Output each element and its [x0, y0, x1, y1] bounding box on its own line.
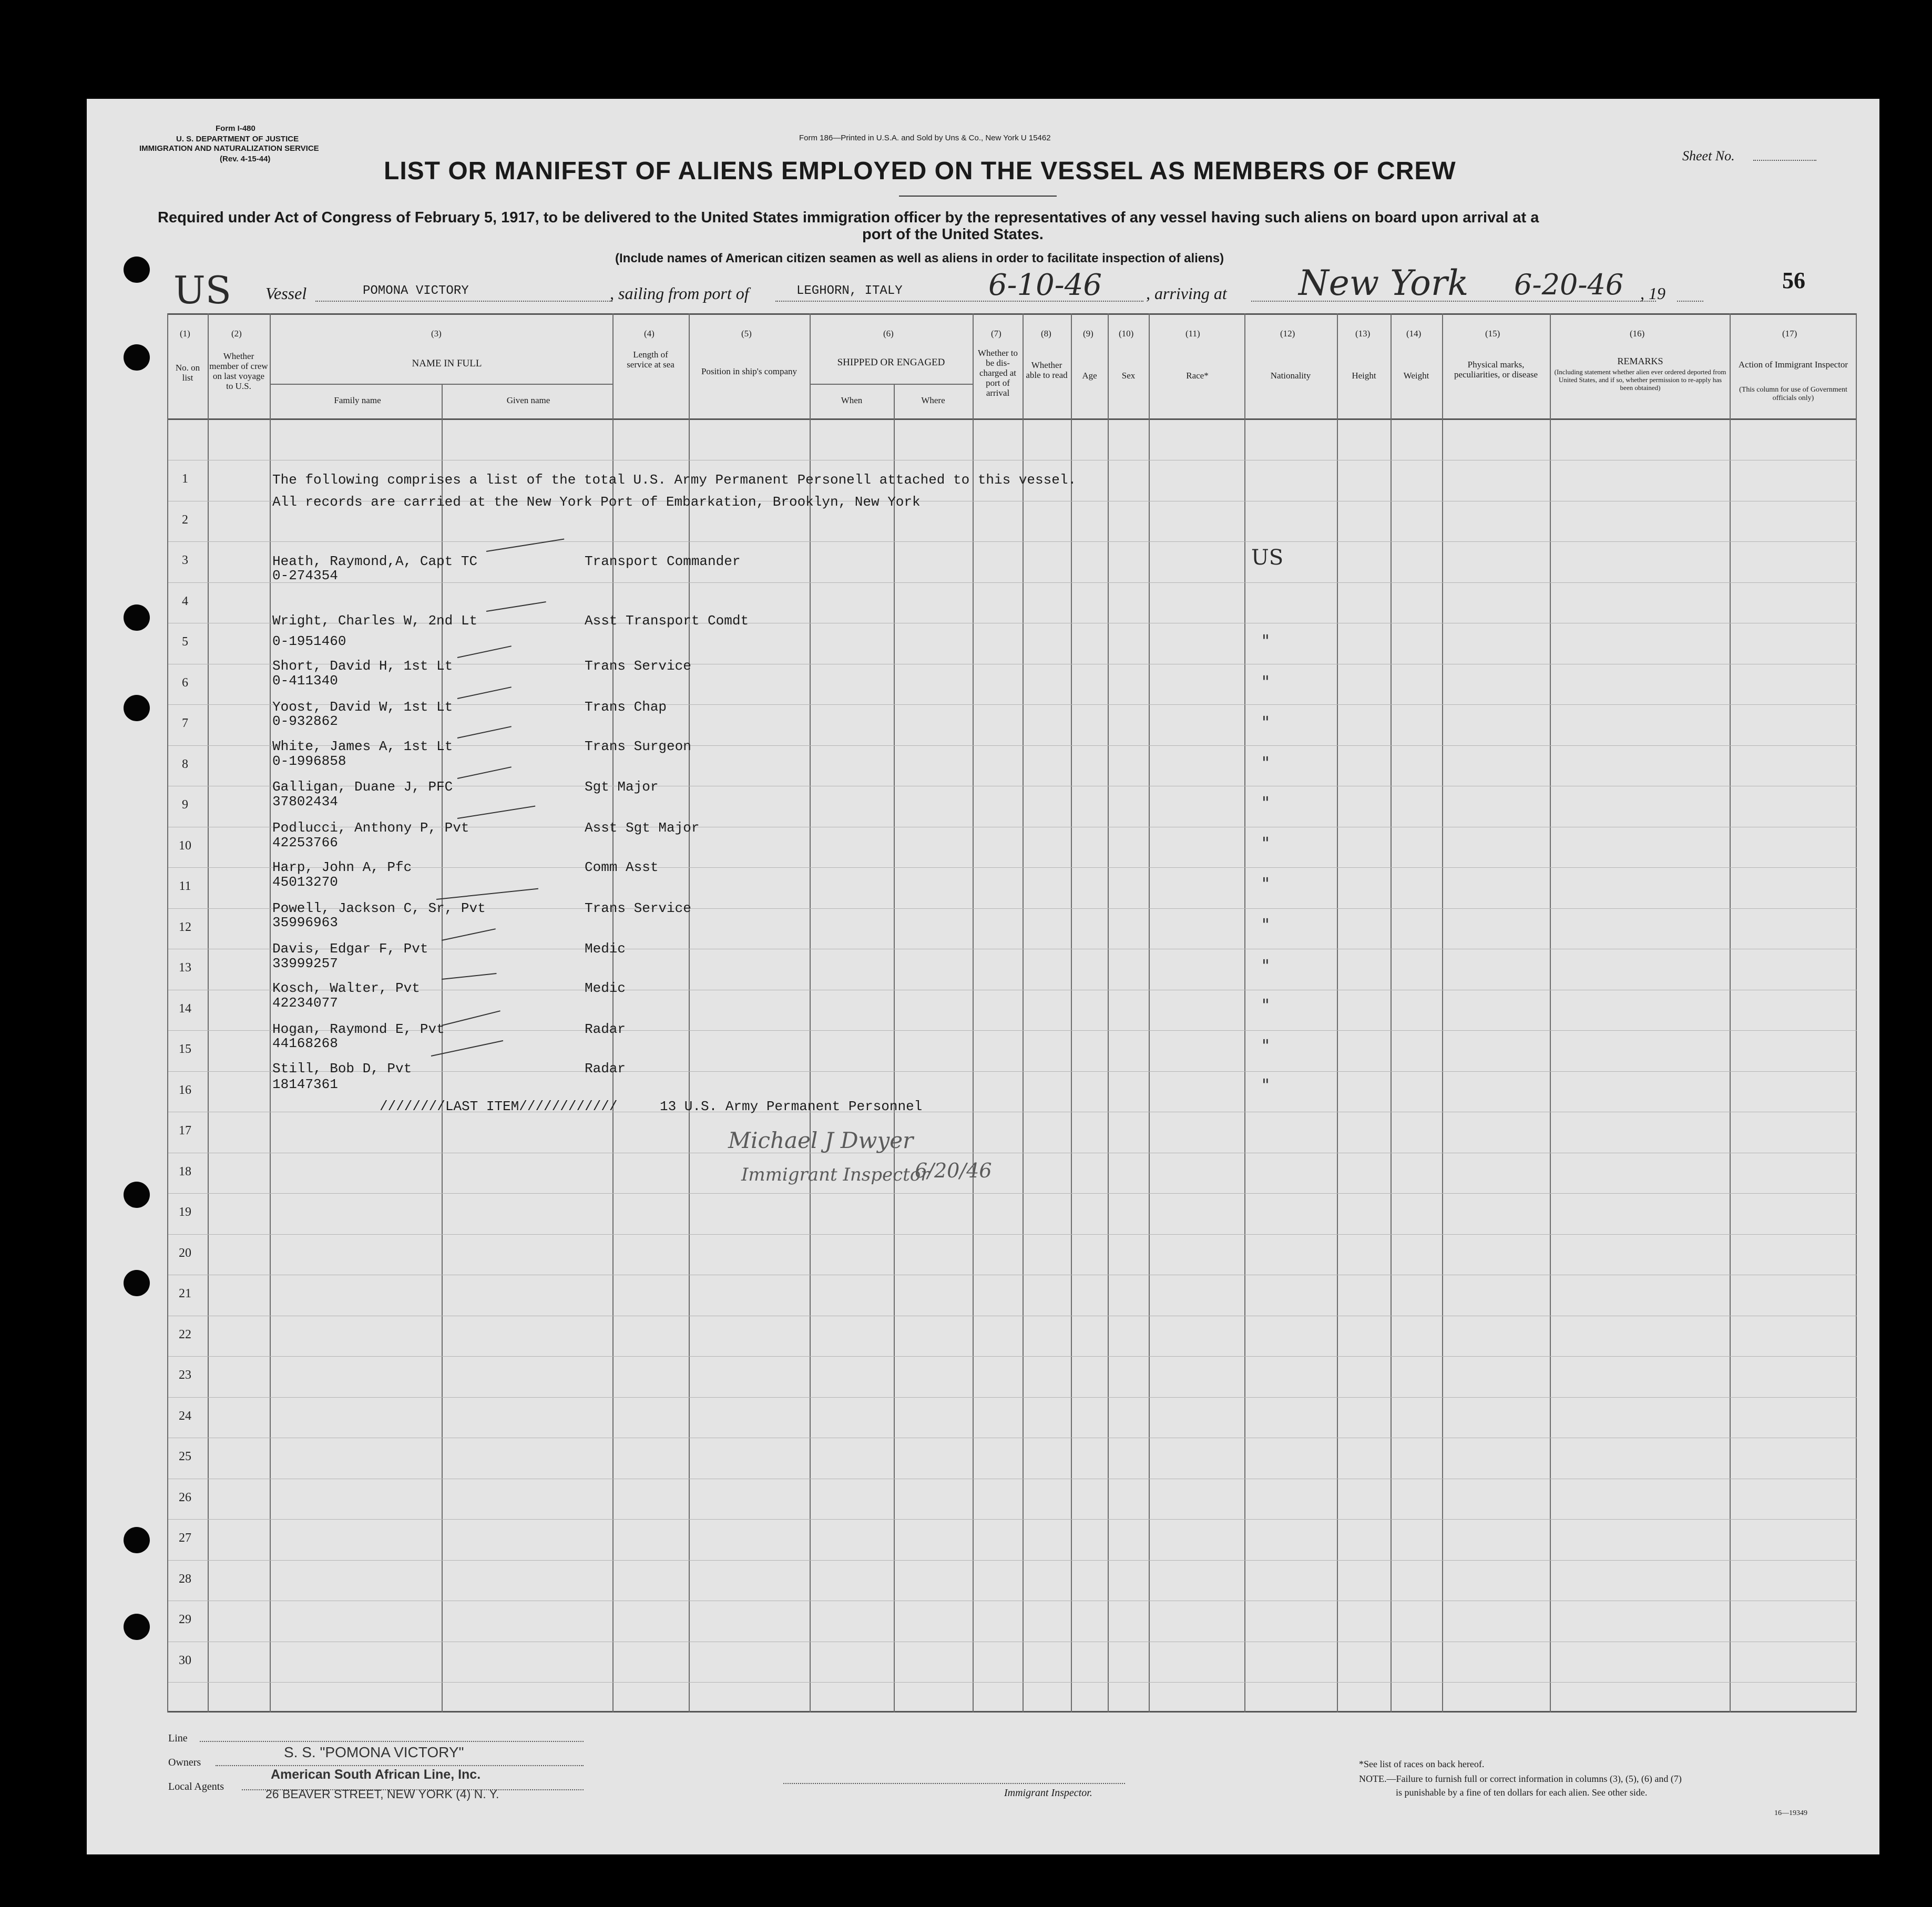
- revision-date: (Rev. 4-15-44): [220, 155, 271, 163]
- entry-serial: 0-1996858: [272, 753, 346, 769]
- column-divider: [1550, 313, 1551, 1713]
- binder-hole: [124, 695, 150, 721]
- entry-name: White, James A, 1st Lt: [272, 739, 453, 754]
- header-inspector-action: Action of Immigrant Inspector: [1738, 360, 1848, 370]
- header-height: Height: [1352, 371, 1376, 381]
- entry-serial: 33999257: [272, 956, 338, 971]
- entry-serial: 0-411340: [272, 673, 338, 689]
- col-num-12: (12): [1280, 329, 1295, 339]
- row-number: 15: [179, 1042, 191, 1056]
- column-divider: [973, 313, 974, 1713]
- binder-hole: [124, 1270, 150, 1296]
- local-agents-label: Local Agents: [168, 1781, 224, 1792]
- vessel-name: POMONA VICTORY: [363, 284, 469, 298]
- arrival-date: 6-20-46: [1514, 268, 1624, 301]
- row-rule: [168, 867, 1857, 868]
- row-number: 5: [182, 635, 188, 649]
- entry-serial: 37802434: [272, 794, 338, 809]
- inspector-title-handwritten: Immigrant Inspector: [741, 1164, 929, 1185]
- penalty-note: NOTE.—Failure to furnish full or correct information in columns (3), (5), (6) and (7): [1359, 1773, 1682, 1784]
- races-note: *See list of races on back hereof.: [1359, 1759, 1485, 1769]
- entry-position: Trans Service: [585, 900, 691, 916]
- entry-position: Radar: [585, 1021, 626, 1037]
- header-family-name: Family name: [334, 395, 381, 405]
- entry-position: Sgt Major: [585, 779, 659, 795]
- entry-serial: 0-274354: [272, 568, 338, 583]
- header-shipped-engaged: SHIPPED OR ENGAGED: [837, 357, 945, 368]
- header-nationality: Nationality: [1270, 371, 1311, 381]
- print-code: 16—19349: [1774, 1809, 1807, 1817]
- header-sex: Sex: [1121, 371, 1136, 381]
- col-num-6: (6): [883, 329, 894, 339]
- column-divider: [1442, 313, 1443, 1713]
- row-number: 2: [182, 513, 188, 527]
- column-divider: [1071, 313, 1072, 1713]
- row-rule: [168, 582, 1857, 583]
- line-field: [200, 1741, 584, 1742]
- col-num-16: (16): [1630, 329, 1645, 339]
- entry-name: Kosch, Walter, Pvt: [272, 980, 420, 996]
- row-number: 28: [179, 1572, 191, 1586]
- row-rule: [168, 1071, 1857, 1072]
- table-top-border: [168, 313, 1857, 315]
- col-num-2: (2): [231, 329, 242, 339]
- row-rule: [168, 1397, 1857, 1398]
- header-given-name: Given name: [506, 395, 550, 405]
- col-num-17: (17): [1782, 329, 1797, 339]
- header-when: When: [841, 395, 863, 405]
- entry-name: Short, David H, 1st Lt: [272, 658, 453, 674]
- sailing-date: 6-10-46: [988, 268, 1102, 302]
- column-divider: [1149, 313, 1150, 1713]
- shipped-subheader-rule: [810, 384, 973, 385]
- column-divider: [270, 313, 271, 1713]
- inspector-signature: Michael J Dwyer: [728, 1127, 914, 1153]
- vessel-name-field: [315, 301, 612, 302]
- col-num-5: (5): [741, 329, 752, 339]
- entry-nationality: ": [1262, 833, 1270, 853]
- inspector-signature-field: [783, 1783, 1125, 1784]
- arriving-label: , arriving at: [1146, 284, 1227, 303]
- row-number: 18: [179, 1165, 191, 1178]
- departure-port: LEGHORN, ITALY: [796, 284, 903, 298]
- row-number: 29: [179, 1613, 191, 1626]
- column-divider: [1856, 313, 1857, 1713]
- agent-address-stamp: 26 BEAVER STREET, NEW YORK (4) N. Y.: [265, 1787, 499, 1801]
- row-rule: [168, 1682, 1857, 1683]
- form-number: Form I-480: [216, 124, 255, 133]
- row-number: 4: [182, 594, 188, 608]
- entry-name: Wright, Charles W, 2nd Lt: [272, 613, 478, 629]
- row-number: 27: [179, 1531, 191, 1545]
- column-divider: [1108, 313, 1109, 1713]
- col-num-9: (9): [1083, 329, 1093, 339]
- entry-position: Trans Service: [585, 658, 691, 674]
- entry-name: Heath, Raymond,A, Capt TC: [272, 553, 478, 569]
- row-number: 16: [179, 1083, 191, 1097]
- header-discharged: Whether to be dis-charged at port of arrival: [978, 348, 1018, 398]
- row-number: 26: [179, 1491, 191, 1504]
- row-number: 25: [179, 1450, 191, 1463]
- col-num-7: (7): [991, 329, 1001, 339]
- entry-position: Transport Commander: [585, 553, 741, 569]
- column-divider: [894, 384, 895, 1713]
- printer-line: Form 186—Printed in U.S.A. and Sold by Uns & Co., New York U 15462: [799, 134, 1051, 142]
- entry-serial: 18147361: [272, 1076, 338, 1092]
- header-where: Where: [921, 395, 945, 405]
- page-number: 56: [1782, 268, 1805, 293]
- title-rule: [899, 196, 1057, 197]
- entry-position: Medic: [585, 980, 626, 996]
- intro-line-1: The following comprises a list of the total U.S. Army Permanent Personell attached to this vessel.: [272, 472, 1077, 488]
- row-rule: [168, 1356, 1857, 1357]
- col-num-10: (10): [1119, 329, 1134, 339]
- row-number: 23: [179, 1368, 191, 1382]
- entry-nationality: ": [1262, 672, 1270, 692]
- row-number: 30: [179, 1654, 191, 1667]
- owner-stamp: S. S. "POMONA VICTORY": [284, 1744, 464, 1760]
- row-rule: [168, 1234, 1857, 1235]
- row-number: 11: [179, 879, 191, 893]
- header-age: Age: [1082, 371, 1097, 381]
- row-number: 14: [179, 1002, 191, 1016]
- entry-serial: 35996963: [272, 915, 338, 930]
- row-rule: [168, 1193, 1857, 1194]
- entry-nationality: ": [1262, 712, 1270, 732]
- entry-name: Galligan, Duane J, PFC: [272, 779, 453, 795]
- signature-date: 6/20/46: [915, 1159, 992, 1182]
- entry-name: Davis, Edgar F, Pvt: [272, 941, 428, 957]
- column-divider: [208, 313, 209, 1713]
- entry-serial: 42253766: [272, 835, 338, 850]
- row-number: 12: [179, 920, 191, 934]
- binder-hole: [124, 1614, 150, 1640]
- entry-name: Powell, Jackson C, Sr, Pvt: [272, 900, 486, 916]
- column-divider: [1391, 313, 1392, 1713]
- column-divider: [442, 384, 443, 1713]
- col-num-1: (1): [180, 329, 190, 339]
- entry-serial: 0-1951460: [272, 633, 346, 649]
- entry-nationality: ": [1262, 753, 1270, 773]
- service-name: IMMIGRATION AND NATURALIZATION SERVICE: [139, 144, 319, 153]
- header-position: Position in ship's company: [701, 366, 798, 376]
- column-divider: [689, 313, 690, 1713]
- col-num-15: (15): [1485, 329, 1500, 339]
- header-inspector-note: (This column for use of Government officials only): [1739, 386, 1847, 402]
- entry-name: Harp, John A, Pfc: [272, 859, 412, 875]
- column-divider: [810, 313, 811, 1713]
- row-number: 13: [179, 961, 191, 975]
- binder-hole: [124, 604, 150, 631]
- entry-nationality: ": [1262, 915, 1270, 935]
- last-item-marker: ////////LAST ITEM////////////: [380, 1099, 618, 1114]
- binder-hole: [124, 1182, 150, 1208]
- row-number: 22: [179, 1328, 191, 1341]
- row-number: 1: [182, 472, 188, 486]
- vessel-label: Vessel: [265, 284, 307, 303]
- department-name: U. S. DEPARTMENT OF JUSTICE: [176, 135, 299, 143]
- row-rule: [168, 1519, 1857, 1520]
- entry-name: Hogan, Raymond E, Pvt: [272, 1021, 445, 1037]
- header-length-of-service: Length of service at sea: [627, 350, 674, 370]
- year-label: , 19: [1640, 284, 1665, 303]
- header-able-to-read: Whether able to read: [1026, 360, 1068, 380]
- subtitle-line-2: port of the United States.: [862, 226, 1044, 243]
- entry-name: Still, Bob D, Pvt: [272, 1061, 412, 1076]
- binder-hole: [124, 344, 150, 371]
- column-divider: [612, 313, 614, 1713]
- row-number: 6: [182, 676, 188, 690]
- row-number: 19: [179, 1205, 191, 1219]
- line-label: Line: [168, 1732, 188, 1744]
- column-divider: [1730, 313, 1731, 1713]
- row-number: 3: [182, 553, 188, 567]
- header-name-in-full: NAME IN FULL: [412, 358, 482, 369]
- column-divider: [1023, 313, 1024, 1713]
- owners-field: [216, 1765, 584, 1766]
- table-bottom-border: [168, 1711, 1857, 1713]
- row-number: 8: [182, 757, 188, 771]
- inspector-label: Immigrant Inspector.: [1004, 1787, 1092, 1799]
- row-number: 10: [179, 839, 191, 853]
- header-remarks-note: (Including statement whether alien ever ordered deported from United States, and if so, whether permission to re-apply has been obtained): [1554, 368, 1726, 392]
- col-num-13: (13): [1355, 329, 1371, 339]
- entry-position: Trans Surgeon: [585, 739, 691, 754]
- entry-serial: 44168268: [272, 1035, 338, 1051]
- col-num-4: (4): [644, 329, 655, 339]
- entry-nationality: ": [1262, 631, 1270, 651]
- entry-name: Yoost, David W, 1st Lt: [272, 699, 453, 715]
- entry-nationality: ": [1262, 956, 1270, 976]
- penalty-note-cont: is punishable by a fine of ten dollars for each alien. See other side.: [1396, 1787, 1648, 1798]
- sheet-number-field: [1753, 160, 1816, 161]
- page-title: LIST OR MANIFEST OF ALIENS EMPLOYED ON THE VESSEL AS MEMBERS OF CREW: [384, 157, 1456, 185]
- entry-nationality: ": [1262, 995, 1270, 1015]
- entry-nationality: US: [1251, 546, 1284, 570]
- entry-nationality: ": [1262, 1075, 1270, 1095]
- entry-serial: 45013270: [272, 874, 338, 890]
- column-divider: [1244, 313, 1245, 1713]
- entry-nationality: ": [1262, 793, 1270, 813]
- col-num-3: (3): [431, 329, 442, 339]
- header-weight: Weight: [1403, 371, 1429, 381]
- arrival-port: New York: [1299, 263, 1469, 303]
- entry-position: Comm Asst: [585, 859, 659, 875]
- row-number: 24: [179, 1409, 191, 1423]
- col-num-14: (14): [1406, 329, 1422, 339]
- entry-nationality: ": [1262, 874, 1270, 894]
- row-number: 9: [182, 798, 188, 812]
- col-num-8: (8): [1041, 329, 1051, 339]
- row-rule: [168, 541, 1857, 542]
- entry-position: Asst Sgt Major: [585, 820, 700, 836]
- entry-nationality: ": [1262, 1035, 1270, 1055]
- entry-position: Asst Transport Comdt: [585, 613, 749, 629]
- entry-position: Trans Chap: [585, 699, 667, 715]
- header-physical-marks: Physical marks, peculiarities, or disease: [1454, 360, 1538, 380]
- row-number: 20: [179, 1246, 191, 1260]
- owners-label: Owners: [168, 1757, 201, 1768]
- entry-serial: 42234077: [272, 995, 338, 1011]
- column-divider: [1337, 313, 1338, 1713]
- binder-hole: [124, 257, 150, 283]
- row-number: 21: [179, 1287, 191, 1300]
- binder-hole: [124, 1527, 150, 1553]
- us-handwritten-mark: US: [173, 268, 232, 312]
- entry-position: Radar: [585, 1061, 626, 1076]
- subtitle-note: (Include names of American citizen seamen as well as aliens in order to facilitate inspection of aliens): [615, 251, 1224, 265]
- subtitle-line-1: Required under Act of Congress of February 5, 1917, to be delivered to the United States immigration officer by the representatives of any vessel having such aliens on board upon arrival at a: [158, 209, 1539, 226]
- intro-line-2: All records are carried at the New York Port of Embarkation, Brooklyn, New York: [272, 494, 921, 510]
- sheet-label: Sheet No.: [1682, 148, 1735, 163]
- row-number: 17: [179, 1124, 191, 1137]
- sailing-label: , sailing from port of: [610, 284, 749, 303]
- column-divider: [167, 313, 168, 1713]
- row-rule: [168, 1560, 1857, 1561]
- row-number: 7: [182, 716, 188, 730]
- entry-serial: 0-932862: [272, 713, 338, 729]
- agent-stamp: American South African Line, Inc.: [271, 1767, 481, 1782]
- header-crew-last-voyage: Whether member of crew on last voyage to U.S.: [209, 351, 268, 391]
- entry-name: Podlucci, Anthony P, Pvt: [272, 820, 469, 836]
- header-no-on-list: No. on list: [175, 363, 200, 383]
- col-num-11: (11): [1185, 329, 1200, 339]
- personnel-total: 13 U.S. Army Permanent Personnel: [660, 1099, 923, 1114]
- year-field: [1677, 301, 1703, 302]
- header-remarks: REMARKS: [1617, 356, 1663, 366]
- header-race: Race*: [1186, 371, 1209, 381]
- header-bottom-border: [168, 418, 1857, 420]
- entry-position: Medic: [585, 941, 626, 957]
